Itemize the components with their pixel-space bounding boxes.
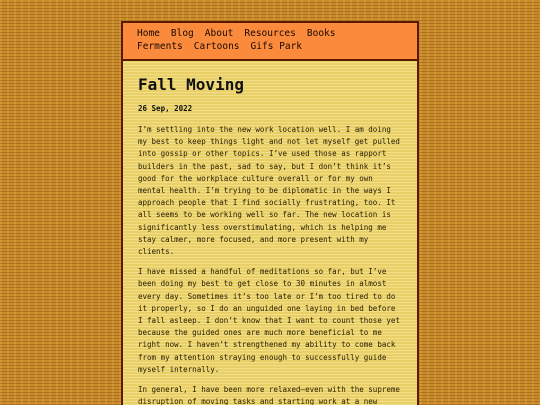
- blog-post: [123, 61, 417, 405]
- nav-link-ferments[interactable]: Ferments: [137, 41, 183, 52]
- nav-row-1: [137, 27, 409, 40]
- top-nav: [123, 23, 417, 61]
- nav-link-cartoons[interactable]: Cartoons: [193, 41, 240, 52]
- nav-link-blog[interactable]: Blog: [170, 28, 194, 39]
- post-paragraph-3: In general, I have been more relaxed—even with the supreme disruption of moving tasks and starting work at a new: [138, 385, 400, 405]
- post-date: 26 Sep, 2022: [138, 104, 193, 113]
- nav-link-resources[interactable]: Resources: [244, 28, 296, 39]
- post-paragraph-2: I have missed a handful of meditations so far, but I’ve been doing my best to get close to 30 minutes in almost every day. Sometimes it’s too late or I’m too tired to do it properly, so I do an unguided one laying in bed before I fall asleep. I don’t know that I want to count those yet because the guided ones are much more beneficial to me right now. I haven’t strengthened my ability to come back from my attention straying enough to successfully guide myself internally.: [138, 267, 400, 374]
- nav-row-2: [137, 40, 409, 53]
- nav-link-gifs-park[interactable]: Gifs Park: [250, 41, 303, 52]
- post-title: Fall Moving: [138, 75, 244, 94]
- page-container: [121, 21, 419, 405]
- post-paragraph-1: I’m settling into the new work location well. I am doing my best to keep things light and not let myself get pulled into gossip or other topics. I’ve used those as rapport builders in the past, sad to say, but I don’t think it’s good for the workplace culture overall or for my own mental health. I’m trying to be diplomatic in the ways I approach people that I find socially frustrating, too. It all seems to be working well so far. The new location is significantly less overstimulating, which is helping me stay calmer, more focused, and more present with my clients.: [138, 125, 400, 257]
- nav-link-home[interactable]: Home: [137, 28, 160, 39]
- nav-link-about[interactable]: About: [204, 28, 234, 39]
- nav-link-books[interactable]: Books: [306, 28, 336, 39]
